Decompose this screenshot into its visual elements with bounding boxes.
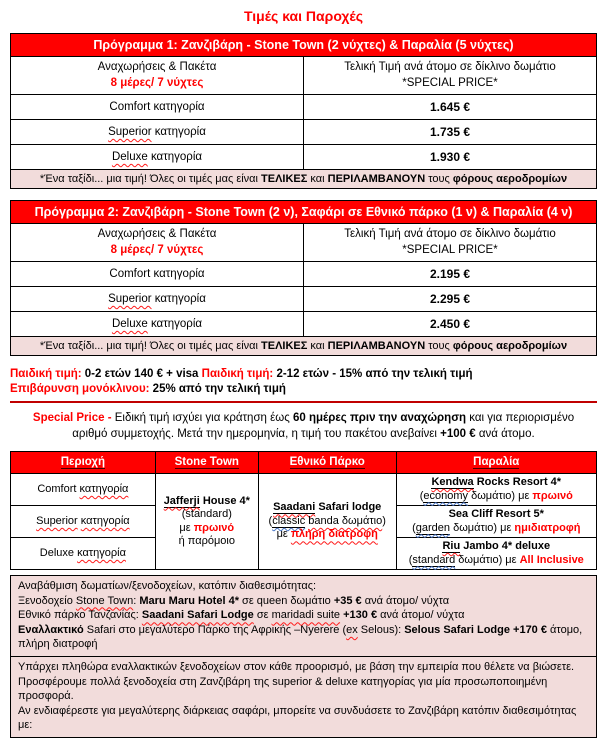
text-segment: +100 € [440, 428, 476, 441]
text-segment: ( [412, 521, 416, 534]
header-text: Stone Town [174, 455, 239, 468]
text-segment: πρωινό [193, 521, 235, 534]
text-segment: φόρους αεροδρομίων [452, 340, 568, 353]
header-text: Εθνικό Πάρκο [289, 455, 365, 468]
text-segment: Comfort κατηγορία [109, 268, 205, 281]
room-type [260, 515, 395, 529]
info-line [18, 660, 589, 675]
text-segment: Εναλλακτικό [18, 623, 84, 636]
text-segment: άτομο, πλήρη διατροφή [18, 623, 583, 651]
text-segment: πρωινό [532, 489, 573, 502]
text-segment: maridadi suite [271, 609, 341, 622]
text-segment: (standard) [181, 508, 232, 521]
price-value: 1.645 € [304, 95, 597, 120]
upgrade-line [18, 608, 589, 623]
text-segment: δωμάτιο) με [468, 489, 533, 502]
text-segment: ex [346, 623, 358, 636]
text-segment: τους [425, 340, 453, 353]
header-text: Παραλία [473, 455, 520, 468]
beach-hotel-deluxe-cell [396, 538, 596, 570]
room-type [157, 508, 257, 522]
national-park-lodge-cell [258, 474, 396, 570]
category-label [11, 145, 304, 170]
hotel-name [398, 476, 595, 490]
pricing-notes [10, 367, 597, 397]
duration-label: 8 μέρες/ 7 νύχτες [110, 76, 204, 89]
text-segment: standard [412, 553, 456, 566]
text-segment: ημιδιατροφή [514, 521, 581, 534]
upgrades-section [11, 576, 596, 656]
text-segment: κατηγορία [77, 546, 126, 559]
beach-hotel-superior-cell [396, 506, 596, 538]
alternatives-section [11, 656, 596, 737]
text-segment: Υπάρχει πληθώρα εναλλακτικών ξενοδοχείων στον κάθε προορισμό, με βάση την εμπειρία που θέλετε να βιώσετε. [18, 661, 575, 674]
price-value: 2.295 € [304, 287, 597, 312]
text-segment: Kendwa [431, 476, 474, 489]
page-title: Τιμές και Παροχές [243, 8, 364, 24]
text-segment: 2-12 ετών - 15% από την τελική τιμή [273, 368, 473, 381]
text-segment: σε queen δωμάτιο [238, 594, 334, 607]
category-label [11, 287, 304, 312]
text-segment: Superior [36, 514, 78, 527]
category-superior-cell [11, 506, 156, 538]
text-segment: Παιδική τιμή: [10, 368, 82, 381]
price-value: 2.450 € [304, 312, 597, 337]
hotel-name [260, 501, 395, 515]
text-segment: economy [423, 489, 469, 502]
price-value: 1.930 € [304, 145, 597, 170]
hotels-header-region [11, 452, 156, 474]
text-segment: δωμάτιο) με [455, 553, 520, 566]
red-divider [10, 401, 597, 403]
program1-header: Πρόγραμμα 1: Ζανζιβάρη - Stone Town (2 νύχτες) & Παραλία (5 νύχτες) [11, 34, 597, 57]
text-segment: κατηγορία [79, 482, 129, 495]
stone-town-hotel-cell [155, 474, 258, 570]
text-segment: ( [419, 489, 424, 502]
text-segment: ΤΕΛΙΚΕΣ [261, 340, 308, 353]
text-segment: και [307, 340, 328, 353]
room-board [398, 554, 595, 568]
text-segment: ανά άτομο. [475, 428, 535, 441]
text-segment: Special Price - [32, 412, 115, 425]
hotels-header-beach [396, 452, 596, 474]
departures-label: Αναχωρήσεις & Πακέτα [97, 61, 217, 73]
text-segment: Superior [108, 293, 152, 306]
text-segment: Αναβάθμιση δωματίων/ξενοδοχείων, κατόπιν διαθεσιμότητας: [18, 580, 317, 593]
single-supplement-note [10, 382, 597, 397]
special-price-label: *SPECIAL PRICE* [402, 243, 498, 256]
text-segment: : [133, 594, 140, 607]
final-price-label: Τελική Τιμή ανά άτομο σε δίκλινο δωμάτιο [344, 228, 556, 241]
text-segment: *Ένα ταξίδι... μια τιμή! Όλες οι τιμές μας είναι [39, 340, 262, 353]
special-price-paragraph [14, 410, 593, 442]
text-segment: banda δωμάτιο [308, 514, 383, 527]
text-segment: Jambo 4* deluxe [460, 540, 551, 553]
board-type [260, 528, 395, 542]
text-segment: +130 € [343, 609, 378, 622]
text-segment: ) [382, 514, 386, 527]
category-comfort-cell [11, 474, 156, 506]
text-segment: Προσφέρουμε πολλά ξενοδοχεία στη Ζανζιβάρη της superior & deluxe κατηγορίας για μία προσωποποιημένη προσφορά. [18, 675, 548, 703]
text-segment: Safari lodge [315, 501, 382, 514]
upgrade-line [18, 579, 589, 594]
program1-price-info-cell [304, 57, 597, 95]
hotel-name [398, 508, 595, 522]
text-segment: Jafferji [163, 494, 200, 507]
program1-price-table [10, 33, 597, 189]
program1-departures-cell [11, 57, 304, 95]
hotels-header-stone-town [155, 452, 258, 474]
header-text: Περιοχή [60, 455, 106, 468]
text-segment: τους [425, 173, 453, 186]
duration-label: 8 μέρες/ 7 νύχτες [110, 243, 204, 256]
text-segment: Deluxe [111, 318, 148, 331]
text-segment: Saadani Safari Lodge [141, 609, 254, 622]
text-segment: Ειδική τιμή ισχύει για κράτηση έως [114, 412, 293, 425]
text-segment: ΤΕΛΙΚΕΣ [261, 173, 308, 186]
text-segment: κατηγορία [147, 151, 203, 164]
text-segment: Riu [442, 540, 461, 553]
text-segment: Maru Maru Hotel 4* [139, 594, 239, 607]
text-segment: Superior [108, 126, 152, 139]
text-segment: Comfort κατηγορία [109, 101, 205, 114]
upgrades-info-box [10, 575, 597, 738]
text-segment: και [307, 173, 328, 186]
hotel-note [157, 535, 257, 549]
text-segment: ΠΕΡΙΛΑΜΒΑΝΟΥΝ [327, 340, 426, 353]
text-segment: και για περιορισμένο αριθμό συμμετοχής. Μετά την ημερομηνία, η τιμή του πακέτου ανεβαίνει [72, 412, 575, 441]
info-line [18, 675, 589, 704]
text-segment: με [179, 521, 194, 534]
text-segment: 0-2 ετών 140 € + visa [81, 368, 202, 381]
program1-taxes-note [11, 170, 597, 189]
info-line [18, 704, 589, 733]
text-segment: σε [253, 609, 272, 622]
program2-departures-cell [11, 224, 304, 262]
board-type [157, 522, 257, 536]
departures-label: Αναχωρήσεις & Πακέτα [97, 228, 217, 241]
room-board [398, 522, 595, 536]
text-segment: ( [408, 553, 413, 566]
text-segment: δωμάτιο) με [450, 521, 515, 534]
category-label [11, 262, 304, 287]
upgrade-line [18, 594, 589, 609]
category-label [11, 95, 304, 120]
child-price-note [10, 367, 597, 382]
category-deluxe-cell [11, 538, 156, 570]
beach-hotel-comfort-cell [396, 474, 596, 506]
text-segment: House 4* [199, 494, 250, 507]
text-segment: πλήρη διατροφή [290, 528, 378, 541]
final-price-label: Τελική Τιμή ανά άτομο σε δίκλινο δωμάτιο [344, 61, 556, 73]
price-value: 1.735 € [304, 120, 597, 145]
upgrade-line [18, 623, 589, 652]
room-board [398, 490, 595, 504]
category-label [11, 312, 304, 337]
program2-price-info-cell [304, 224, 597, 262]
text-segment: Ξενοδοχείο [18, 594, 76, 607]
text-segment: Saadani [273, 501, 316, 514]
special-price-label: *SPECIAL PRICE* [402, 76, 498, 89]
text-segment: ανά άτομο/ νύχτα [377, 609, 465, 622]
text-segment: Selous): [357, 623, 405, 636]
text-segment: Selous Safari Lodge +170 € [404, 623, 547, 636]
text-segment: Stone Town [75, 594, 134, 607]
hotels-table [10, 451, 597, 570]
text-segment: ( [268, 514, 273, 527]
text-segment: κατηγορία [147, 318, 203, 331]
hotel-name [157, 495, 257, 509]
text-segment: με [276, 528, 291, 541]
text-segment: Επιβάρυνση μονόκλινου: [10, 383, 150, 396]
text-segment: κατηγορία [80, 514, 130, 527]
program2-taxes-note [11, 337, 597, 356]
text-segment: κατηγορία [151, 293, 206, 306]
text-segment: ή παρόμοιο [178, 535, 235, 548]
text-segment: ΠΕΡΙΛΑΜΒΑΝΟΥΝ [327, 173, 426, 186]
text-segment: Sea Cliff Resort 5* [448, 508, 544, 521]
hotel-name [398, 540, 595, 554]
text-segment: Deluxe [111, 151, 148, 164]
text-segment: Εθνικό πάρκο Τανζανίας: [18, 609, 142, 622]
hotels-header-national-park [258, 452, 396, 474]
text-segment: Comfort [37, 482, 80, 495]
text-segment: Rocks Resort 4* [473, 476, 562, 489]
text-segment: ανά άτομο/ νύχτα [361, 594, 450, 607]
text-segment: classic [272, 514, 306, 527]
text-segment: Παιδική τιμή: [201, 368, 274, 381]
text-segment: φόρους αεροδρομίων [452, 173, 568, 186]
text-segment: κατηγορία [151, 126, 206, 139]
category-label [11, 120, 304, 145]
text-segment: Deluxe [39, 546, 78, 559]
program2-price-table [10, 200, 597, 356]
program2-header: Πρόγραμμα 2: Ζανζιβάρη - Stone Town (2 ν), Σαφάρι σε Εθνικό πάρκο (1 ν) & Παραλία (4 ν) [11, 201, 597, 224]
text-segment: +35 € [333, 594, 362, 607]
text-segment: All Inclusive [519, 553, 584, 566]
text-segment: 25% από την τελική τιμή [149, 383, 286, 396]
text-segment: 60 ημέρες πριν την αναχώρηση [292, 412, 467, 425]
text-segment: Αν ενδιαφέρεστε για μεγαλύτερης διάρκειας σαφάρι, μπορείτε να συνδυάσετε το Ζανζιβάρη κατόπιν διαθεσιμότητας με: [18, 704, 577, 732]
text-segment: Safari στο μεγαλύτερο Πάρκο της Αφρικής –Nyerere ( [83, 623, 347, 636]
text-segment: garden [415, 521, 451, 534]
text-segment: *Ένα ταξίδι... μια τιμή! Όλες οι τιμές μας είναι [39, 173, 262, 186]
price-value: 2.195 € [304, 262, 597, 287]
